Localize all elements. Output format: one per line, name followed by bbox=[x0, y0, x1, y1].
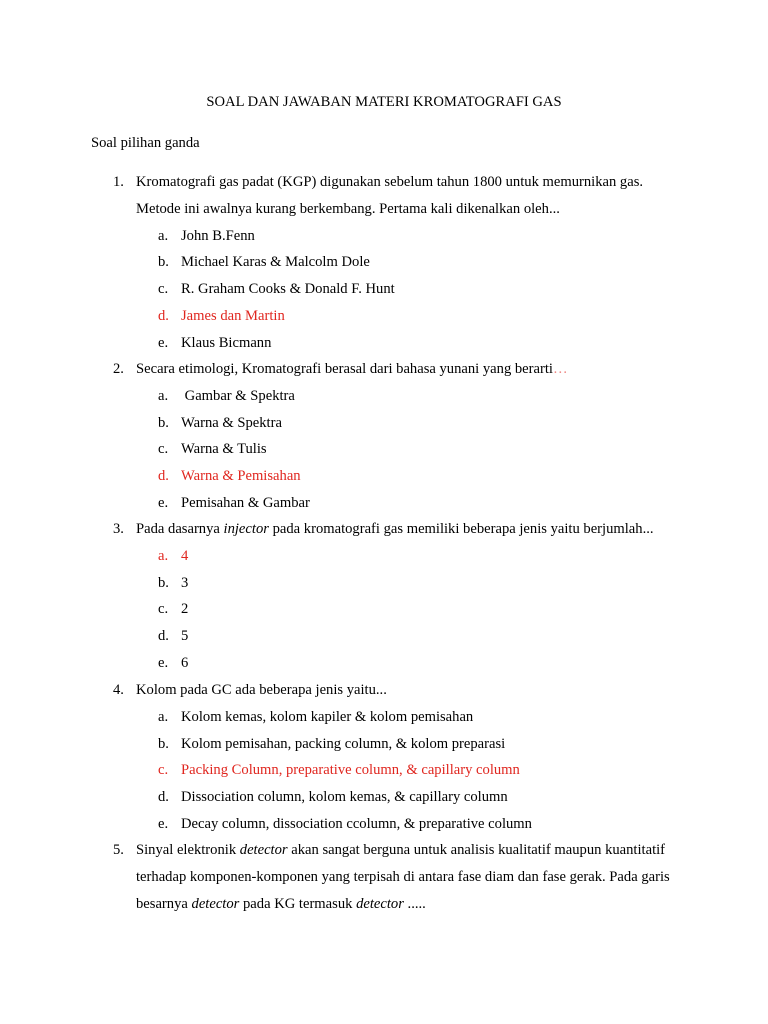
option-text: Warna & Tulis bbox=[181, 441, 267, 458]
option-letter: c. bbox=[158, 762, 169, 779]
question-2 bbox=[113, 356, 683, 517]
option-letter: a. bbox=[158, 227, 169, 244]
question-number: 1. bbox=[113, 174, 124, 190]
option-text: Warna & Pemisahan bbox=[181, 468, 301, 485]
option-text: Dissociation column, kolom kemas, & capillary column bbox=[181, 789, 508, 806]
question-text: Kolom pada GC ada beberapa jenis yaitu... bbox=[136, 682, 387, 698]
option-e bbox=[158, 650, 683, 677]
option-text: Klaus Bicmann bbox=[181, 334, 272, 351]
option-letter: a. bbox=[158, 387, 169, 404]
option-e bbox=[158, 811, 683, 838]
question-text-part: pada KG termasuk bbox=[239, 895, 357, 912]
question-text-part: Sinyal elektronik bbox=[136, 842, 240, 858]
option-letter: b. bbox=[158, 254, 169, 271]
option-list bbox=[158, 543, 683, 677]
option-list bbox=[158, 223, 683, 357]
question-text-part: pada kromatografi gas memiliki beberapa jenis yaitu berjumlah... bbox=[268, 521, 654, 537]
option-b bbox=[158, 410, 683, 437]
option-text: Packing Column, preparative column, & capillary column bbox=[181, 762, 520, 779]
question-text-part: akan sangat berguna untuk analisis kualitatif maupun kuantitatif terhadap komponen-komponen yang terpisah di antara fase diam dan fase gerak. Pada garis besarnya bbox=[136, 842, 670, 912]
question-5 bbox=[113, 837, 683, 917]
option-c bbox=[158, 436, 683, 463]
option-c-answer bbox=[158, 757, 683, 784]
option-list bbox=[158, 704, 683, 838]
option-text: John B.Fenn bbox=[181, 227, 255, 244]
option-letter: d. bbox=[158, 628, 169, 645]
question-text-italic: injector bbox=[223, 521, 269, 537]
option-b bbox=[158, 249, 683, 276]
option-d-answer bbox=[158, 463, 683, 490]
question-number: 4. bbox=[113, 682, 124, 698]
option-text: Kolom kemas, kolom kapiler & kolom pemisahan bbox=[181, 708, 474, 725]
question-1 bbox=[113, 169, 683, 357]
option-list bbox=[158, 383, 683, 517]
section-label: Soal pilihan ganda bbox=[91, 135, 200, 151]
option-letter: e. bbox=[158, 334, 169, 351]
option-letter: a. bbox=[158, 708, 169, 725]
option-a-answer bbox=[158, 543, 683, 570]
option-text: 2 bbox=[181, 601, 189, 618]
option-e bbox=[158, 490, 683, 517]
question-text-italic: detector bbox=[239, 842, 288, 858]
option-letter: a. bbox=[158, 547, 169, 564]
option-letter: b. bbox=[158, 414, 169, 431]
question-text bbox=[136, 516, 683, 543]
option-text: Warna & Spektra bbox=[181, 414, 282, 431]
option-text: Decay column, dissociation ccolumn, & preparative column bbox=[181, 815, 532, 832]
option-d bbox=[158, 623, 683, 650]
question-number: 2. bbox=[113, 361, 124, 377]
option-text: 6 bbox=[181, 654, 189, 671]
option-letter: c. bbox=[158, 281, 169, 298]
option-letter: c. bbox=[158, 441, 169, 458]
question-text-part: Pada dasarnya bbox=[136, 521, 224, 537]
option-text: Michael Karas & Malcolm Dole bbox=[181, 254, 370, 271]
question-text-main: Secara etimologi, Kromatografi berasal dari bahasa yunani yang berarti bbox=[136, 361, 553, 377]
option-letter: e. bbox=[158, 815, 169, 832]
question-number: 3. bbox=[113, 521, 124, 537]
option-letter: b. bbox=[158, 735, 169, 752]
option-letter: e. bbox=[158, 654, 169, 671]
option-text: R. Graham Cooks & Donald F. Hunt bbox=[181, 281, 395, 298]
option-letter: e. bbox=[158, 494, 169, 511]
option-letter: d. bbox=[158, 307, 169, 324]
option-text: Kolom pemisahan, packing column, & kolom preparasi bbox=[181, 735, 506, 752]
option-b bbox=[158, 731, 683, 758]
option-letter: c. bbox=[158, 601, 169, 618]
question-text-part: ..... bbox=[403, 895, 426, 912]
option-text: Pemisahan & Gambar bbox=[181, 494, 310, 511]
question-number: 5. bbox=[113, 842, 124, 858]
question-text bbox=[136, 356, 683, 383]
option-e bbox=[158, 330, 683, 357]
option-text: 5 bbox=[181, 628, 189, 645]
question-text bbox=[136, 837, 683, 917]
option-a bbox=[158, 383, 683, 410]
question-text: Kromatografi gas padat (KGP) digunakan sebelum tahun 1800 untuk memurnikan gas. Metode ini awalnya kurang berkembang. Pertama kali dikenalkan oleh... bbox=[136, 174, 644, 217]
question-text-italic: detector bbox=[191, 895, 240, 912]
question-3 bbox=[113, 516, 683, 677]
option-letter: d. bbox=[158, 789, 169, 806]
option-text: 4 bbox=[181, 547, 189, 564]
option-a bbox=[158, 704, 683, 731]
option-a bbox=[158, 223, 683, 250]
option-letter: d. bbox=[158, 468, 169, 485]
option-c bbox=[158, 276, 683, 303]
option-letter: b. bbox=[158, 574, 169, 591]
option-text: James dan Martin bbox=[181, 307, 285, 324]
question-text-italic: detector bbox=[356, 895, 404, 912]
option-d-answer bbox=[158, 303, 683, 330]
option-text: Gambar & Spektra bbox=[181, 387, 295, 404]
document-title: SOAL DAN JAWABAN MATERI KROMATOGRAFI GAS bbox=[206, 94, 562, 110]
option-c bbox=[158, 596, 683, 623]
question-4 bbox=[113, 677, 683, 838]
option-b bbox=[158, 570, 683, 597]
question-text-ellipsis: … bbox=[552, 361, 568, 377]
option-d bbox=[158, 784, 683, 811]
option-text: 3 bbox=[181, 574, 189, 591]
